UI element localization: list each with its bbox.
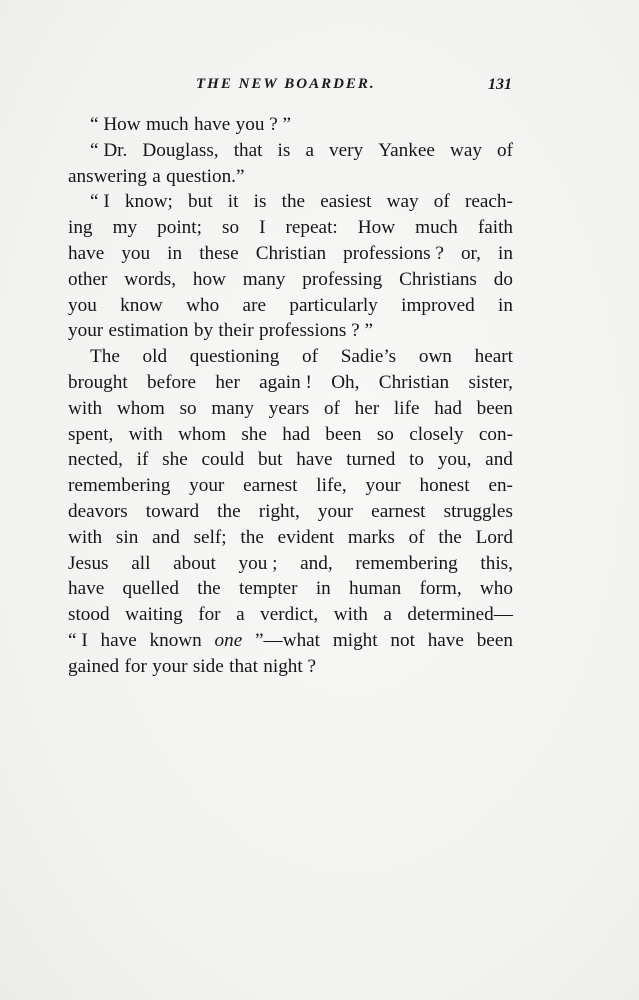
text-line	[68, 473, 513, 499]
word: professions ?	[343, 242, 444, 264]
word: side	[192, 655, 224, 677]
word: The	[90, 346, 120, 368]
word: honest	[419, 475, 470, 497]
word: your	[317, 500, 354, 522]
word: Christian	[255, 242, 327, 264]
word: of	[323, 397, 340, 419]
word: of	[408, 526, 425, 548]
word: had	[434, 397, 462, 419]
word: words,	[124, 268, 176, 290]
word: answering	[68, 165, 147, 187]
paragraph	[68, 344, 513, 679]
word: how	[192, 268, 226, 290]
word: Douglass,	[142, 139, 219, 161]
word: who	[186, 294, 220, 316]
word: all	[131, 552, 151, 574]
word: Lord	[475, 526, 513, 548]
word: so	[376, 423, 394, 445]
word: a	[305, 139, 314, 161]
word: whom	[178, 423, 227, 445]
word: for	[124, 655, 147, 677]
text-line	[68, 525, 513, 551]
word: of	[302, 346, 319, 368]
text-line	[68, 370, 513, 396]
word: much	[146, 114, 189, 135]
text-line	[68, 215, 513, 241]
word: very	[329, 139, 364, 161]
word: your	[189, 475, 225, 497]
word: in	[498, 294, 513, 316]
word: waiting	[125, 604, 183, 626]
word: but	[188, 191, 213, 213]
text-line	[68, 628, 513, 654]
text-line	[68, 422, 513, 448]
word: stood	[68, 604, 110, 626]
text-line	[68, 318, 513, 344]
word: their	[218, 320, 254, 342]
word: “ I	[68, 629, 88, 651]
text-line	[68, 112, 513, 138]
word: night ?	[263, 655, 317, 677]
text-line	[68, 344, 513, 370]
word: point;	[157, 217, 202, 239]
word: the	[197, 578, 221, 600]
word: a	[383, 604, 392, 626]
word: have	[68, 242, 105, 264]
word: ”—what	[255, 629, 321, 651]
word: have	[68, 578, 105, 600]
word: heart	[474, 346, 513, 368]
word: the	[217, 500, 241, 522]
word: if	[136, 449, 149, 471]
word: sin	[115, 526, 139, 548]
word: en-	[488, 475, 513, 497]
word: How	[357, 217, 396, 239]
word: improved	[401, 294, 475, 316]
word: many	[242, 268, 286, 290]
word: is	[277, 139, 291, 161]
word: the	[281, 191, 306, 213]
text-line	[68, 164, 513, 190]
word: could	[201, 449, 245, 471]
word: life,	[316, 475, 347, 497]
body-text	[68, 112, 513, 680]
word: been	[325, 423, 362, 445]
word: quelled	[122, 578, 179, 600]
word: Christian	[378, 371, 450, 393]
word: professions ? ”	[258, 320, 373, 342]
word: of	[433, 191, 450, 213]
word: “ I	[90, 191, 110, 213]
word: remembering	[355, 552, 458, 574]
word: Oh,	[331, 371, 360, 393]
word: Christians	[399, 268, 477, 290]
word: faith	[477, 217, 513, 239]
word: about	[173, 552, 216, 574]
word: have	[427, 629, 464, 651]
word: you,	[437, 449, 472, 471]
word: it	[227, 191, 239, 213]
word: and	[485, 449, 513, 471]
word: with	[68, 397, 103, 419]
word: have	[296, 449, 333, 471]
word: spent,	[68, 423, 114, 445]
word: to	[409, 449, 425, 471]
word: “ Dr.	[90, 139, 128, 161]
word: earnest	[243, 475, 298, 497]
word: with	[333, 604, 368, 626]
word: a	[152, 165, 161, 187]
word: she	[162, 449, 188, 471]
word: easiest	[320, 191, 372, 213]
word: own	[418, 346, 452, 368]
word: other	[68, 268, 108, 290]
running-title: THE NEW BOARDER.	[196, 76, 376, 92]
word: right,	[258, 500, 300, 522]
word: “ How	[90, 114, 141, 135]
text-line	[68, 293, 513, 319]
word: in	[167, 242, 183, 264]
word: marks	[347, 526, 395, 548]
word: again !	[259, 371, 312, 393]
word: before	[147, 371, 197, 393]
word: with	[128, 423, 163, 445]
paragraph	[68, 189, 513, 344]
word: a	[236, 604, 245, 626]
word: con-	[478, 423, 513, 445]
word: that	[229, 655, 258, 677]
word: I	[259, 217, 266, 239]
word: know;	[124, 191, 173, 213]
word: she	[241, 423, 267, 445]
word: who	[479, 578, 513, 600]
text-line	[68, 654, 513, 680]
text-line	[68, 447, 513, 473]
word: ing	[68, 217, 93, 239]
word: whom	[116, 397, 165, 419]
text-line	[68, 396, 513, 422]
word: life	[393, 397, 420, 419]
word: you	[68, 294, 97, 316]
word: you	[121, 242, 151, 264]
word: Yankee	[378, 139, 435, 161]
word: been	[476, 629, 513, 651]
word: you ;	[238, 552, 278, 574]
word: struggles	[443, 500, 513, 522]
word: in	[498, 242, 513, 264]
word: nected,	[68, 449, 123, 471]
word: the	[438, 526, 462, 548]
word: remembering	[68, 475, 171, 497]
word: particularly	[289, 294, 378, 316]
word: Jesus	[68, 552, 109, 574]
text-line	[68, 499, 513, 525]
word: by	[193, 320, 214, 342]
word: for	[198, 604, 221, 626]
word: her	[215, 371, 240, 393]
word: not	[390, 629, 415, 651]
word: this,	[480, 552, 513, 574]
word: the	[240, 526, 264, 548]
word: is	[253, 191, 267, 213]
word: your	[68, 320, 104, 342]
word: tempter	[238, 578, 298, 600]
word: so	[179, 397, 197, 419]
text-line	[68, 551, 513, 577]
word: but	[257, 449, 283, 471]
word: are	[242, 294, 266, 316]
word: deavors	[68, 500, 128, 522]
word: human	[349, 578, 402, 600]
page-number: 131	[488, 76, 512, 93]
word: way	[449, 139, 482, 161]
word: repeat:	[285, 217, 338, 239]
word: years	[268, 397, 310, 419]
word: or,	[460, 242, 481, 264]
word: have	[194, 114, 231, 135]
word: and,	[300, 552, 333, 574]
word: toward	[145, 500, 200, 522]
word: your	[365, 475, 401, 497]
text-line	[68, 241, 513, 267]
text-line	[68, 576, 513, 602]
word: your	[152, 655, 188, 677]
word: estimation	[108, 320, 189, 342]
text-line	[68, 189, 513, 215]
text-line	[68, 138, 513, 164]
word: Sadie’s	[340, 346, 397, 368]
word: earnest	[371, 500, 426, 522]
word: old	[142, 346, 168, 368]
word: these	[199, 242, 239, 264]
word: question.”	[166, 165, 245, 187]
word: my	[112, 217, 138, 239]
word: gained	[68, 655, 120, 677]
word: reach-	[464, 191, 513, 213]
word: much	[415, 217, 458, 239]
word: one	[214, 629, 243, 651]
word: been	[476, 397, 513, 419]
word: have	[100, 629, 137, 651]
word: way	[386, 191, 419, 213]
word: known	[149, 629, 202, 651]
word: closely	[409, 423, 464, 445]
word: in	[315, 578, 331, 600]
word: you ? ”	[235, 114, 292, 135]
paragraph	[68, 112, 513, 138]
text-line	[68, 602, 513, 628]
word: questioning	[189, 346, 280, 368]
word: turned	[346, 449, 396, 471]
word: self;	[193, 526, 227, 548]
word: her	[354, 397, 380, 419]
word: and	[152, 526, 180, 548]
word: many	[211, 397, 254, 419]
word: had	[282, 423, 310, 445]
word: that	[233, 139, 263, 161]
word: do	[493, 268, 513, 290]
word: so	[221, 217, 240, 239]
word: might	[332, 629, 378, 651]
word: sister,	[468, 371, 513, 393]
word: evident	[277, 526, 335, 548]
word: brought	[68, 371, 128, 393]
text-line	[68, 267, 513, 293]
word: form,	[419, 578, 462, 600]
running-head	[0, 76, 639, 100]
paragraph	[68, 138, 513, 190]
word: verdict,	[260, 604, 319, 626]
word: know	[120, 294, 163, 316]
word: determined—	[407, 604, 513, 626]
word: of	[497, 139, 513, 161]
word: with	[68, 526, 103, 548]
word: professing	[302, 268, 383, 290]
